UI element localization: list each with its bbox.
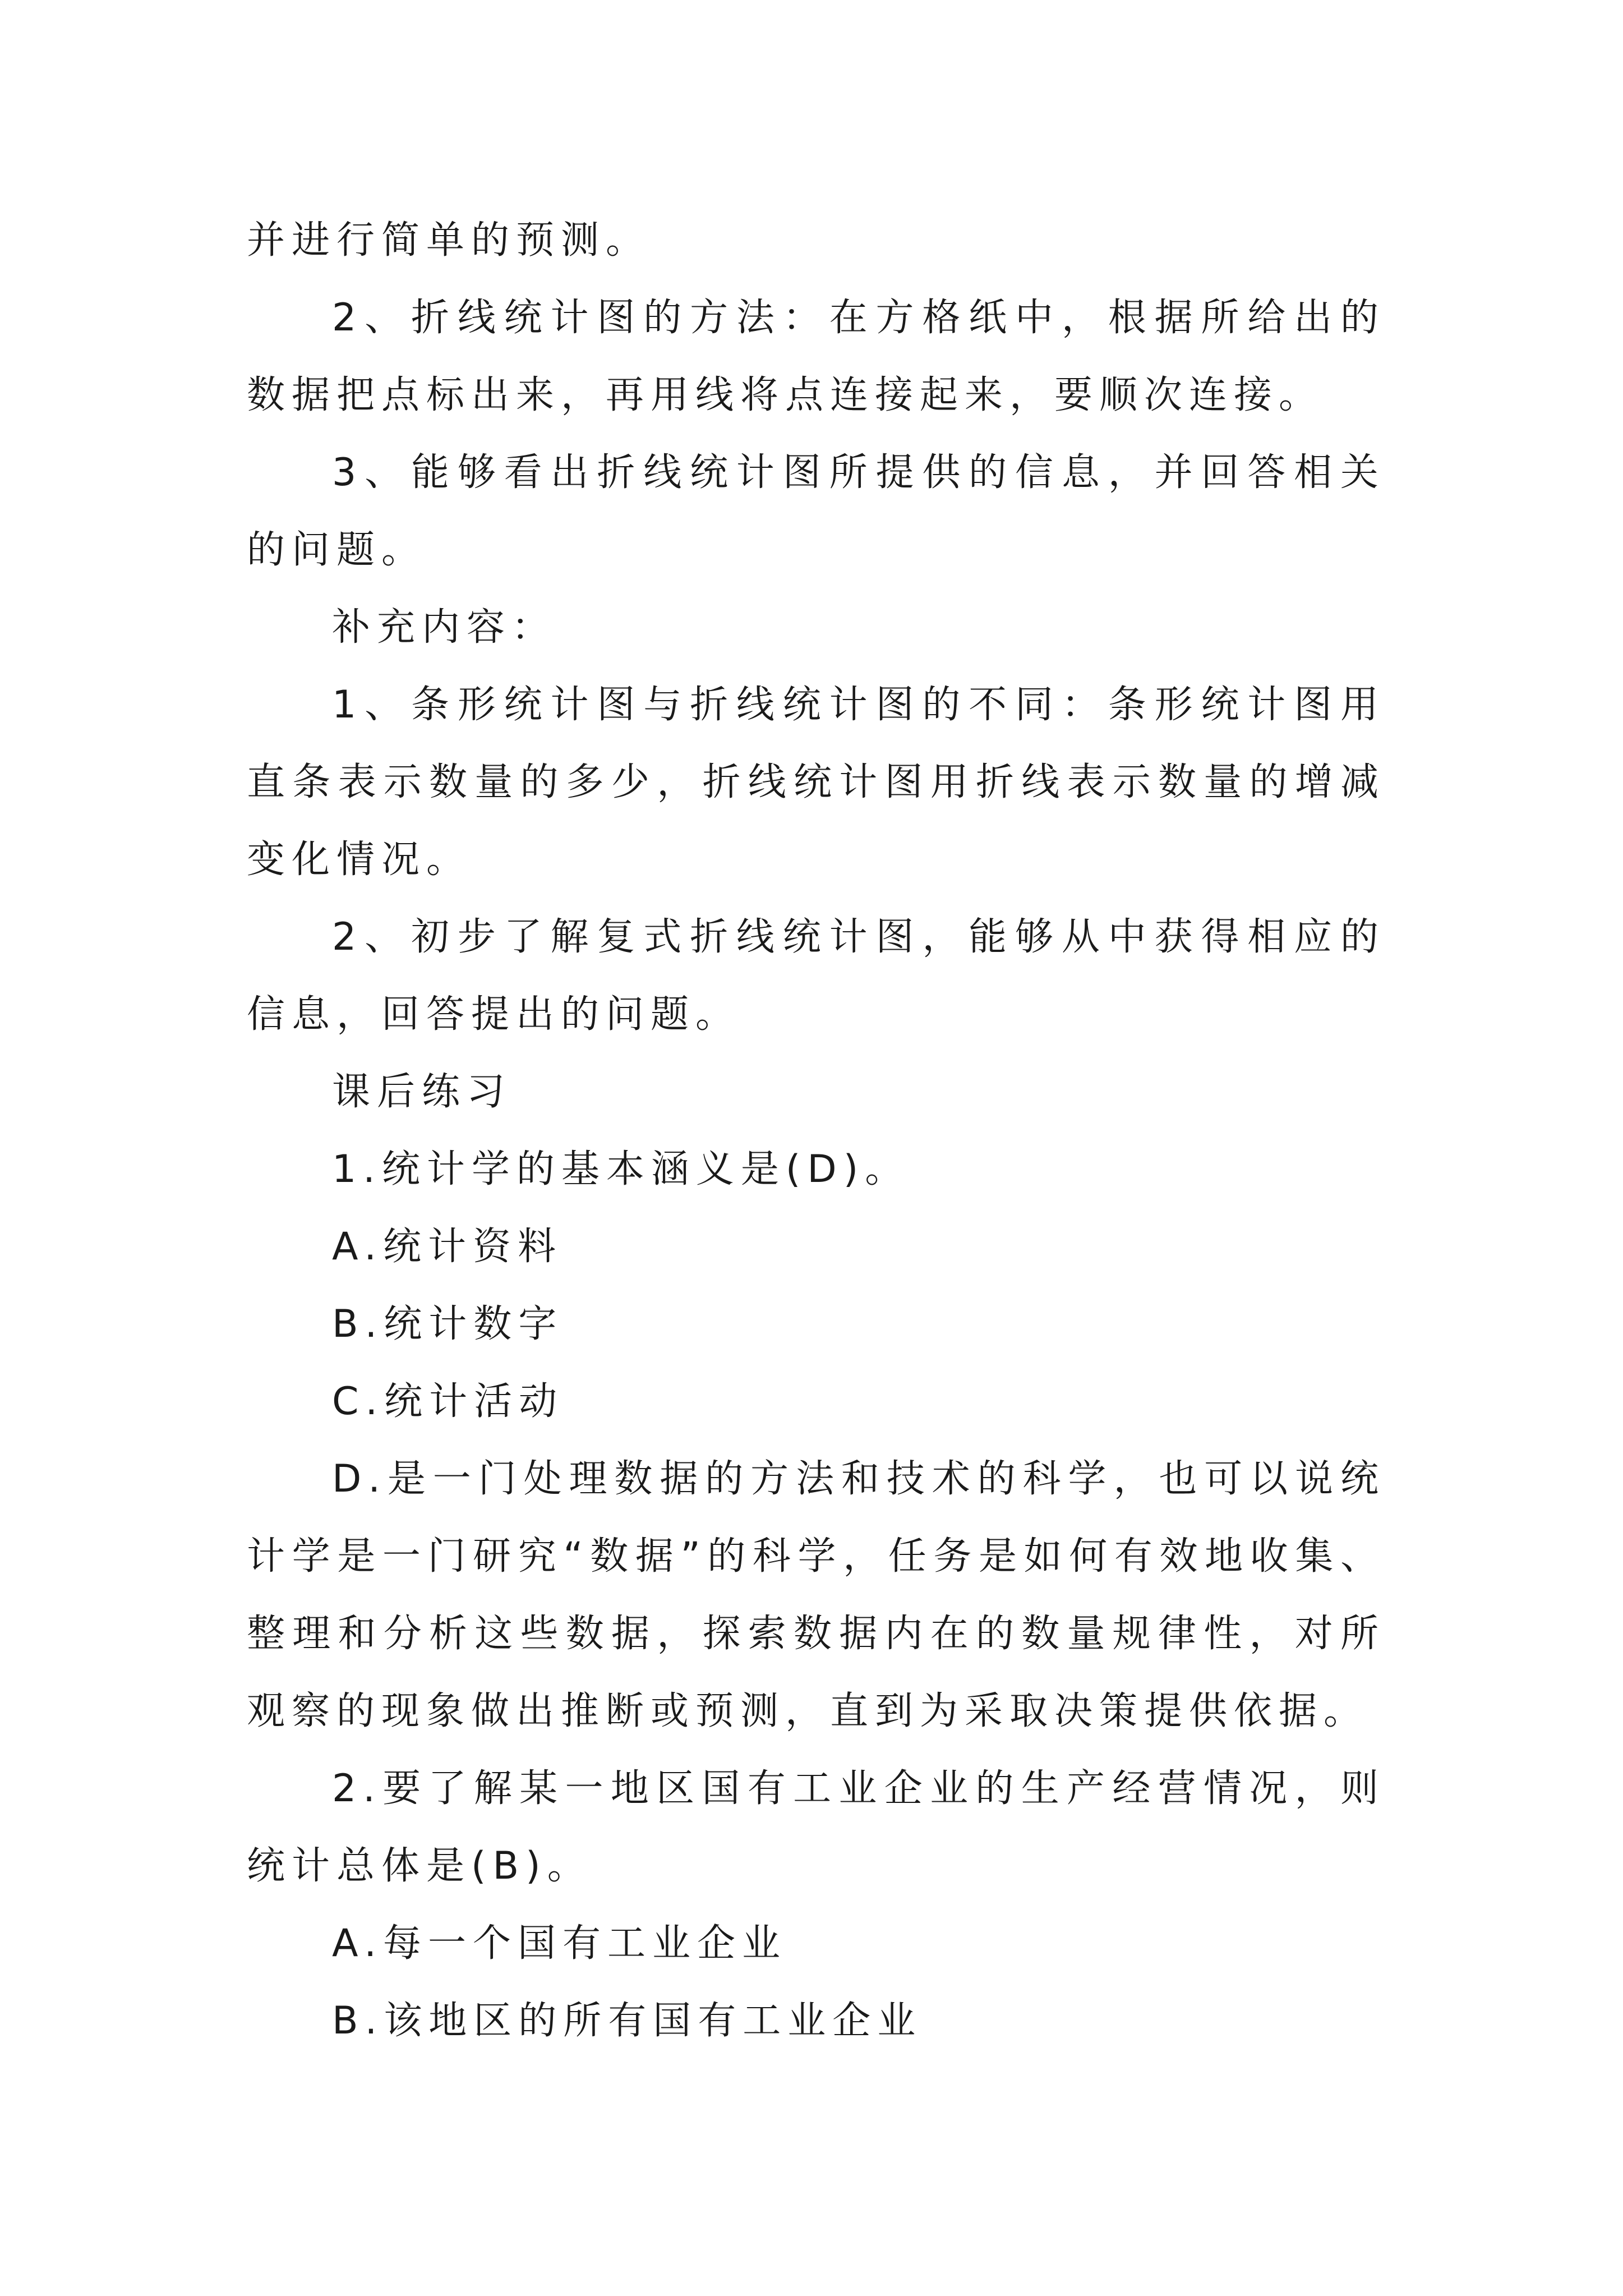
paragraph-line-chart-method: 2、折线统计图的方法：在方格纸中，根据所给出的数据把点标出来，再用线将点连接起来，要顺次连接。 bbox=[247, 296, 1385, 417]
question-1: 1.统计学的基本涵义是(D)。 bbox=[332, 1147, 910, 1191]
question-1-option-c: C.统计活动 bbox=[332, 1379, 564, 1424]
paragraph-line-chart-info: 3、能够看出折线统计图所提供的信息，并回答相关的问题。 bbox=[247, 450, 1385, 572]
question-2-option-a: A.每一个国有工业企业 bbox=[332, 1921, 787, 1966]
section-heading-exercises: 课后练习 bbox=[332, 1070, 512, 1114]
paragraph-compound-line-chart: 2、初步了解复式折线统计图，能够从中获得相应的信息，回答提出的问题。 bbox=[247, 915, 1385, 1037]
question-1-option-b: B.统计数字 bbox=[332, 1302, 564, 1346]
paragraph-bar-vs-line: 1、条形统计图与折线统计图的不同：条形统计图用直条表示数量的多少，折线统计图用折线表示数量的增减变化情况。 bbox=[247, 683, 1385, 882]
question-2: 2.要了解某一地区国有工业企业的生产经营情况，则统计总体是(B)。 bbox=[247, 1766, 1385, 1888]
question-1-option-a: A.统计资料 bbox=[332, 1225, 562, 1269]
question-2-option-b: B.该地区的所有国有工业企业 bbox=[332, 1999, 923, 2043]
paragraph-continuation: 并进行简单的预测。 bbox=[247, 218, 651, 263]
question-1-option-d: D.是一门处理数据的方法和技术的科学，也可以说统计学是一门研究“数据”的科学，任务是如何有效地收集、整理和分析这些数据，探索数据内在的数量规律性，对所观察的现象做出推断或预测，直到为采取决策提供依据。 bbox=[247, 1457, 1385, 1733]
document-page bbox=[247, 202, 1385, 2060]
section-heading-supplement: 补充内容： bbox=[332, 605, 557, 650]
